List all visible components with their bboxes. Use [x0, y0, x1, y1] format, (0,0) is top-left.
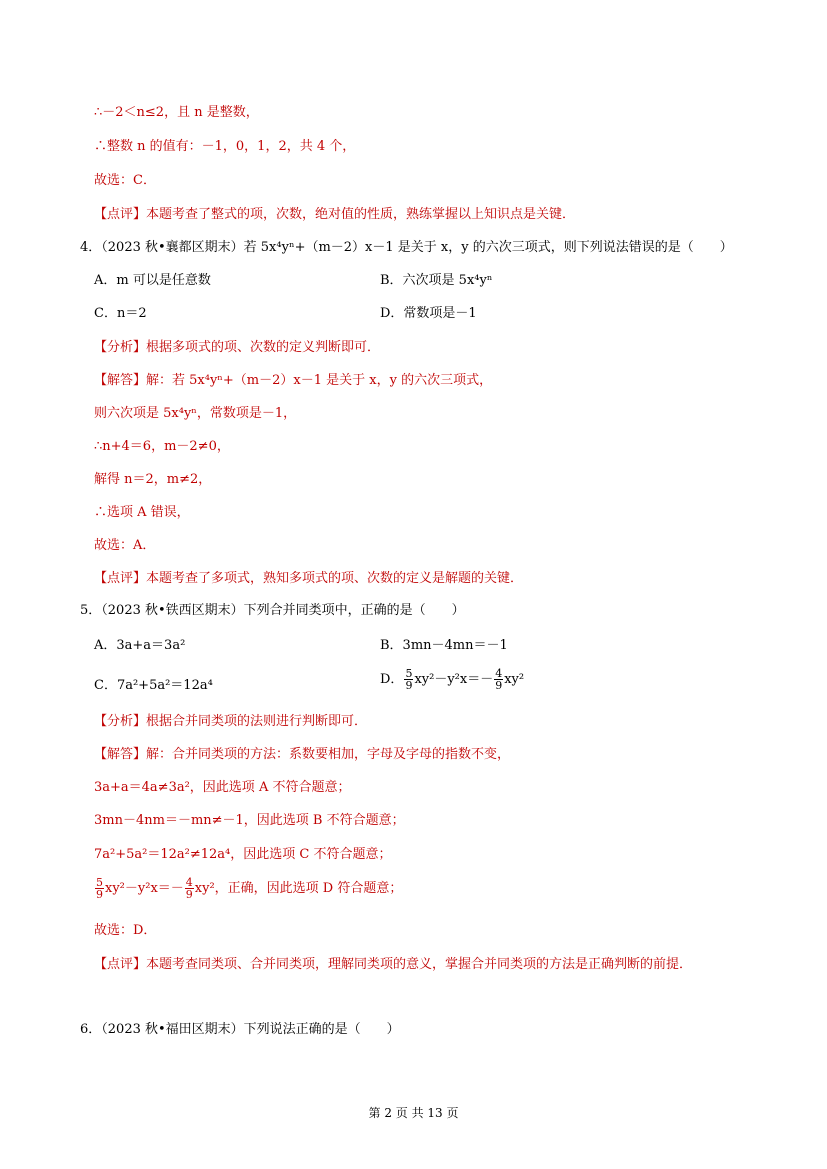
q5-option-a: A．3a+a＝3a² [94, 638, 186, 653]
q4-option-b: B．六次项是 5x⁴yⁿ [380, 273, 493, 288]
q4-answer-line: ∴选项 A 错误， [94, 505, 190, 520]
q4-answer-line: 【解答】解：若 5x⁴yⁿ+（m－2）x－1 是关于 x，y 的六次三项式， [94, 373, 493, 388]
fraction [95, 877, 104, 900]
denominator: 9 [185, 888, 193, 901]
q4-option-d: D．常数项是－1 [380, 306, 477, 321]
fraction [494, 668, 503, 691]
comment-line: 【点评】本题考查了整式的项，次数，绝对值的性质，熟练掌握以上知识点是关键． [94, 207, 576, 222]
q5-option-d-mid: xy²－y²x＝－ [414, 672, 494, 687]
solution-line: ∴整数 n 的值有：－1，0，1，2，共 4 个， [94, 139, 356, 154]
q5-option-b: B．3mn－4mn＝－1 [380, 638, 508, 653]
fraction [404, 668, 413, 691]
q4-option-a: A．m 可以是任意数 [94, 273, 211, 288]
solution-line: 故选：C． [94, 173, 156, 188]
fraction [185, 877, 194, 900]
q5-option-d [380, 668, 524, 691]
denominator: 9 [96, 888, 103, 901]
q5-answer-line: 7a²+5a²＝12a²≠12a⁴，因此选项 C 不符合题意； [94, 847, 392, 862]
q5-option-d-prefix: D． [380, 672, 404, 687]
q5-analysis: 【分析】根据合并同类项的法则进行判断即可． [94, 714, 368, 729]
q5-answer-line [94, 877, 402, 900]
numerator: 5 [96, 876, 103, 889]
q4-answer-line: ∴n+4＝6，m－2≠0， [94, 439, 230, 454]
question-5-stem: 5．（2023 秋•铁西区期末）下列合并同类项中，正确的是（ ） [80, 603, 465, 618]
answer-mid: xy²－y²x＝－ [105, 881, 184, 896]
numerator: 4 [495, 667, 503, 680]
numerator: 4 [185, 876, 193, 889]
q4-answer-line: 解得 n＝2，m≠2， [94, 472, 212, 487]
q5-comment: 【点评】本题考查同类项、合并同类项，理解同类项的意义，掌握合并同类项的方法是正确判断的前提． [94, 957, 693, 972]
numerator: 5 [405, 667, 413, 680]
q5-option-d-end: xy² [504, 672, 525, 687]
answer-end: xy²，正确，因此选项 D 符合题意； [194, 881, 403, 896]
q4-comment: 【点评】本题考查了多项式，熟知多项式的项、次数的定义是解题的关键． [94, 571, 524, 586]
page-footer: 第 2 页 共 13 页 [368, 1106, 459, 1120]
q4-answer-line: 则六次项是 5x⁴yⁿ，常数项是－1， [94, 406, 297, 421]
question-6-stem: 6．（2023 秋•福田区期末）下列说法正确的是（ ） [80, 1022, 400, 1037]
q5-answer-line: 故选：D． [94, 923, 157, 938]
q5-option-c: C．7a²+5a²＝12a⁴ [94, 678, 213, 693]
q4-option-c: C．n＝2 [94, 306, 147, 321]
denominator: 9 [405, 679, 413, 692]
q4-analysis: 【分析】根据多项式的项、次数的定义判断即可． [94, 340, 381, 355]
question-4-stem: 4．（2023 秋•襄都区期末）若 5x⁴yⁿ+（m－2）x－1 是关于 x，y 的六次三项式，则下列说法错误的是（ ） [80, 240, 733, 255]
q5-answer-line: 【解答】解：合并同类项的方法：系数要相加，字母及字母的指数不变， [94, 747, 511, 762]
denominator: 9 [495, 679, 503, 692]
q5-answer-line: 3a+a＝4a≠3a²，因此选项 A 不符合题意； [94, 780, 351, 795]
solution-line: ∴－2＜n≤2，且 n 是整数， [94, 105, 259, 120]
q4-answer-line: 故选：A． [94, 538, 156, 553]
q5-answer-line: 3mn－4nm＝－mn≠－1，因此选项 B 不符合题意； [94, 813, 405, 828]
